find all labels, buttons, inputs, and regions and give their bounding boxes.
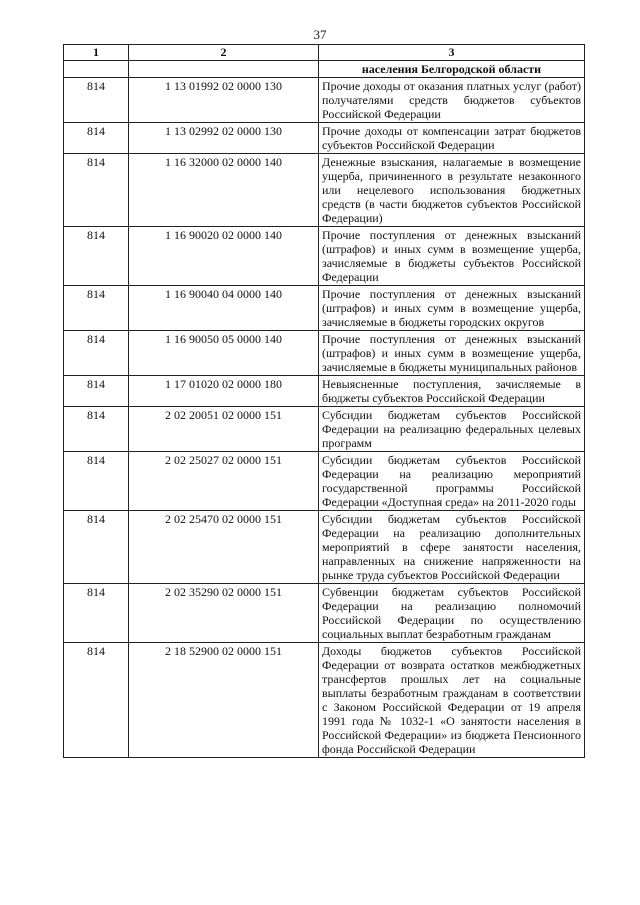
budget-classification-code: 1 17 01020 02 0000 180 [129, 376, 319, 407]
budget-classification-code: 2 02 20051 02 0000 151 [129, 407, 319, 452]
revenue-description: Субвенции бюджетам субъектов Российской Федерации на реализацию полномочий Российской Федерации по осуществлению социальных выплат безработным гражданам [319, 584, 585, 643]
revenue-description: Субсидии бюджетам субъектов Российской Федерации на реализацию дополнительных мероприятий в сфере занятости населения, направленных на снижение напряженности на рынке труда субъектов Российской Федерации [319, 511, 585, 584]
column-header-1: 1 [64, 45, 129, 61]
budget-classification-code: 1 16 90040 04 0000 140 [129, 286, 319, 331]
revenue-description: Субсидии бюджетам субъектов Российской Федерации на реализацию федеральных целевых программ [319, 407, 585, 452]
continuation-empty-cell [129, 61, 319, 78]
table-row [64, 376, 585, 407]
column-header-3: 3 [319, 45, 585, 61]
revenue-description: Прочие поступления от денежных взысканий (штрафов) и иных сумм в возмещение ущерба, зачисляемые в бюджеты городских округов [319, 286, 585, 331]
admin-code: 814 [64, 376, 129, 407]
table-row [64, 286, 585, 331]
admin-code: 814 [64, 643, 129, 758]
budget-classification-code: 2 02 35290 02 0000 151 [129, 584, 319, 643]
table-row [64, 584, 585, 643]
budget-classification-code: 2 02 25470 02 0000 151 [129, 511, 319, 584]
table-header-row [64, 45, 585, 61]
budget-classification-code: 1 16 90050 05 0000 140 [129, 331, 319, 376]
admin-code: 814 [64, 286, 129, 331]
continuation-row [64, 61, 585, 78]
admin-code: 814 [64, 154, 129, 227]
revenue-description: Прочие поступления от денежных взысканий (штрафов) и иных сумм в возмещение ущерба, зачисляемые в бюджеты муниципальных районов [319, 331, 585, 376]
admin-code: 814 [64, 331, 129, 376]
table-row [64, 331, 585, 376]
continuation-heading: населения Белгородской области [319, 61, 585, 78]
admin-code: 814 [64, 407, 129, 452]
table-row [64, 452, 585, 511]
admin-code: 814 [64, 227, 129, 286]
admin-code: 814 [64, 78, 129, 123]
table-row [64, 154, 585, 227]
table-row [64, 227, 585, 286]
revenue-description: Субсидии бюджетам субъектов Российской Федерации на реализацию мероприятий государственной программы Российской Федерации «Доступная среда» на 2011-2020 годы [319, 452, 585, 511]
admin-code: 814 [64, 584, 129, 643]
admin-code: 814 [64, 511, 129, 584]
table-row [64, 78, 585, 123]
column-header-2: 2 [129, 45, 319, 61]
budget-classification-code: 1 13 01992 02 0000 130 [129, 78, 319, 123]
table-row [64, 407, 585, 452]
table-row [64, 643, 585, 758]
page-number: 37 [313, 27, 327, 42]
revenue-description: Невыясненные поступления, зачисляемые в бюджеты субъектов Российской Федерации [319, 376, 585, 407]
revenue-description: Прочие поступления от денежных взысканий (штрафов) и иных сумм в возмещение ущерба, зачисляемые в бюджеты субъектов Российской Федерации [319, 227, 585, 286]
revenue-description: Доходы бюджетов субъектов Российской Федерации от возврата остатков межбюджетных трансфертов прошлых лет на социальные выплаты безработным гражданам в соответствии с Законом Российской Федерации от 19 апреля 1991 года № 1032-1 «О занятости населения в Российской Федерации» из бюджета Пенсионного фонда Российской Федерации [319, 643, 585, 758]
table-row [64, 511, 585, 584]
budget-classification-code: 2 02 25027 02 0000 151 [129, 452, 319, 511]
continuation-empty-cell [64, 61, 129, 78]
revenue-description: Прочие доходы от оказания платных услуг (работ) получателями средств бюджетов субъектов Российской Федерации [319, 78, 585, 123]
revenue-codes-table [63, 44, 585, 758]
table-row [64, 123, 585, 154]
budget-classification-code: 1 16 32000 02 0000 140 [129, 154, 319, 227]
revenue-description: Денежные взыскания, налагаемые в возмещение ущерба, причиненного в результате незаконного или нецелевого использования бюджетных средств (в части бюджетов субъектов Российской Федерации) [319, 154, 585, 227]
admin-code: 814 [64, 123, 129, 154]
revenue-description: Прочие доходы от компенсации затрат бюджетов субъектов Российской Федерации [319, 123, 585, 154]
budget-classification-code: 1 13 02992 02 0000 130 [129, 123, 319, 154]
admin-code: 814 [64, 452, 129, 511]
budget-classification-code: 2 18 52900 02 0000 151 [129, 643, 319, 758]
budget-classification-code: 1 16 90020 02 0000 140 [129, 227, 319, 286]
